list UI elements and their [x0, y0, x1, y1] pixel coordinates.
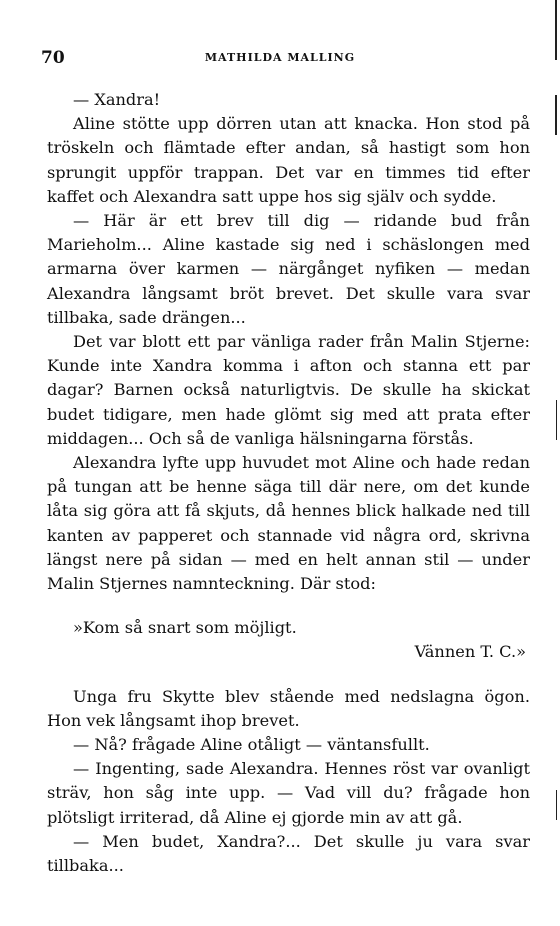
paragraph: Alexandra lyfte upp huvudet mot Aline och hade redan på tungan att be henne säga till där nere, om det kunde låta sig göra att få skjuts, då hennes blick halkade ned till kanten av papperet och stannade vid några ord, skrivna längst nere på sidan — med en helt annan stil — under Malin Stjernes namnteckning. Där stod: [47, 453, 530, 594]
paragraph: — Xandra! [73, 90, 161, 109]
paragraph: Aline stötte upp dörren utan att knacka. Hon stod på tröskeln och flämtade efter andan, så hastigt som hon sprungit uppför trappan. Det var en timmes tid efter kaffet och Alexandra satt uppe hos sig själv och sydde. [47, 114, 530, 206]
page-number: 70 [41, 48, 65, 68]
paragraph: — Men budet, Xandra?... Det skulle ju vara svar tillbaka... [47, 831, 530, 876]
letter-signature: Vännen T. C.» [414, 642, 526, 662]
body-text [47, 88, 530, 878]
running-title: MATHILDA MALLING [204, 51, 356, 64]
spacer [47, 596, 530, 616]
spacer [47, 665, 530, 685]
page-edge-mark [556, 400, 557, 440]
page-edge-mark [555, 0, 557, 60]
page-edge-mark [556, 790, 557, 820]
paragraph: — Här är ett brev till dig — ridande bud från Marieholm... Aline kastade sig ned i schäslongen med armarna över karmen — närgånget nyfiken — medan Alexandra långsamt bröt brevet. Det skulle vara svar tillbaka, sade drängen... [47, 211, 530, 327]
paragraph: Unga fru Skytte blev stående med nedslagna ögon. Hon vek långsamt ihop brevet. [47, 686, 530, 730]
paragraph: Det var blott ett par vänliga rader från Malin Stjerne: Kunde inte Xandra komma i afton och stanna ett par dagar? Barnen också naturligtvis. De skulle ha skickat budet tidigare, men hade glömt sig med att prata efter middagen... Och så de vanliga hälsningarna förstås. [47, 332, 530, 448]
letter-quote: »Kom så snart som möjligt. [73, 618, 297, 638]
paragraph: — Ingenting, sade Alexandra. Hennes röst var ovanligt sträv, hon såg inte upp. — Vad vill du? frågade hon plötsligt irriterad, då Aline ej gjorde min av att gå. [47, 759, 530, 827]
paragraph: — Nå? frågade Aline otåligt — väntansfullt. [73, 735, 430, 755]
page-edge-mark [555, 95, 557, 135]
